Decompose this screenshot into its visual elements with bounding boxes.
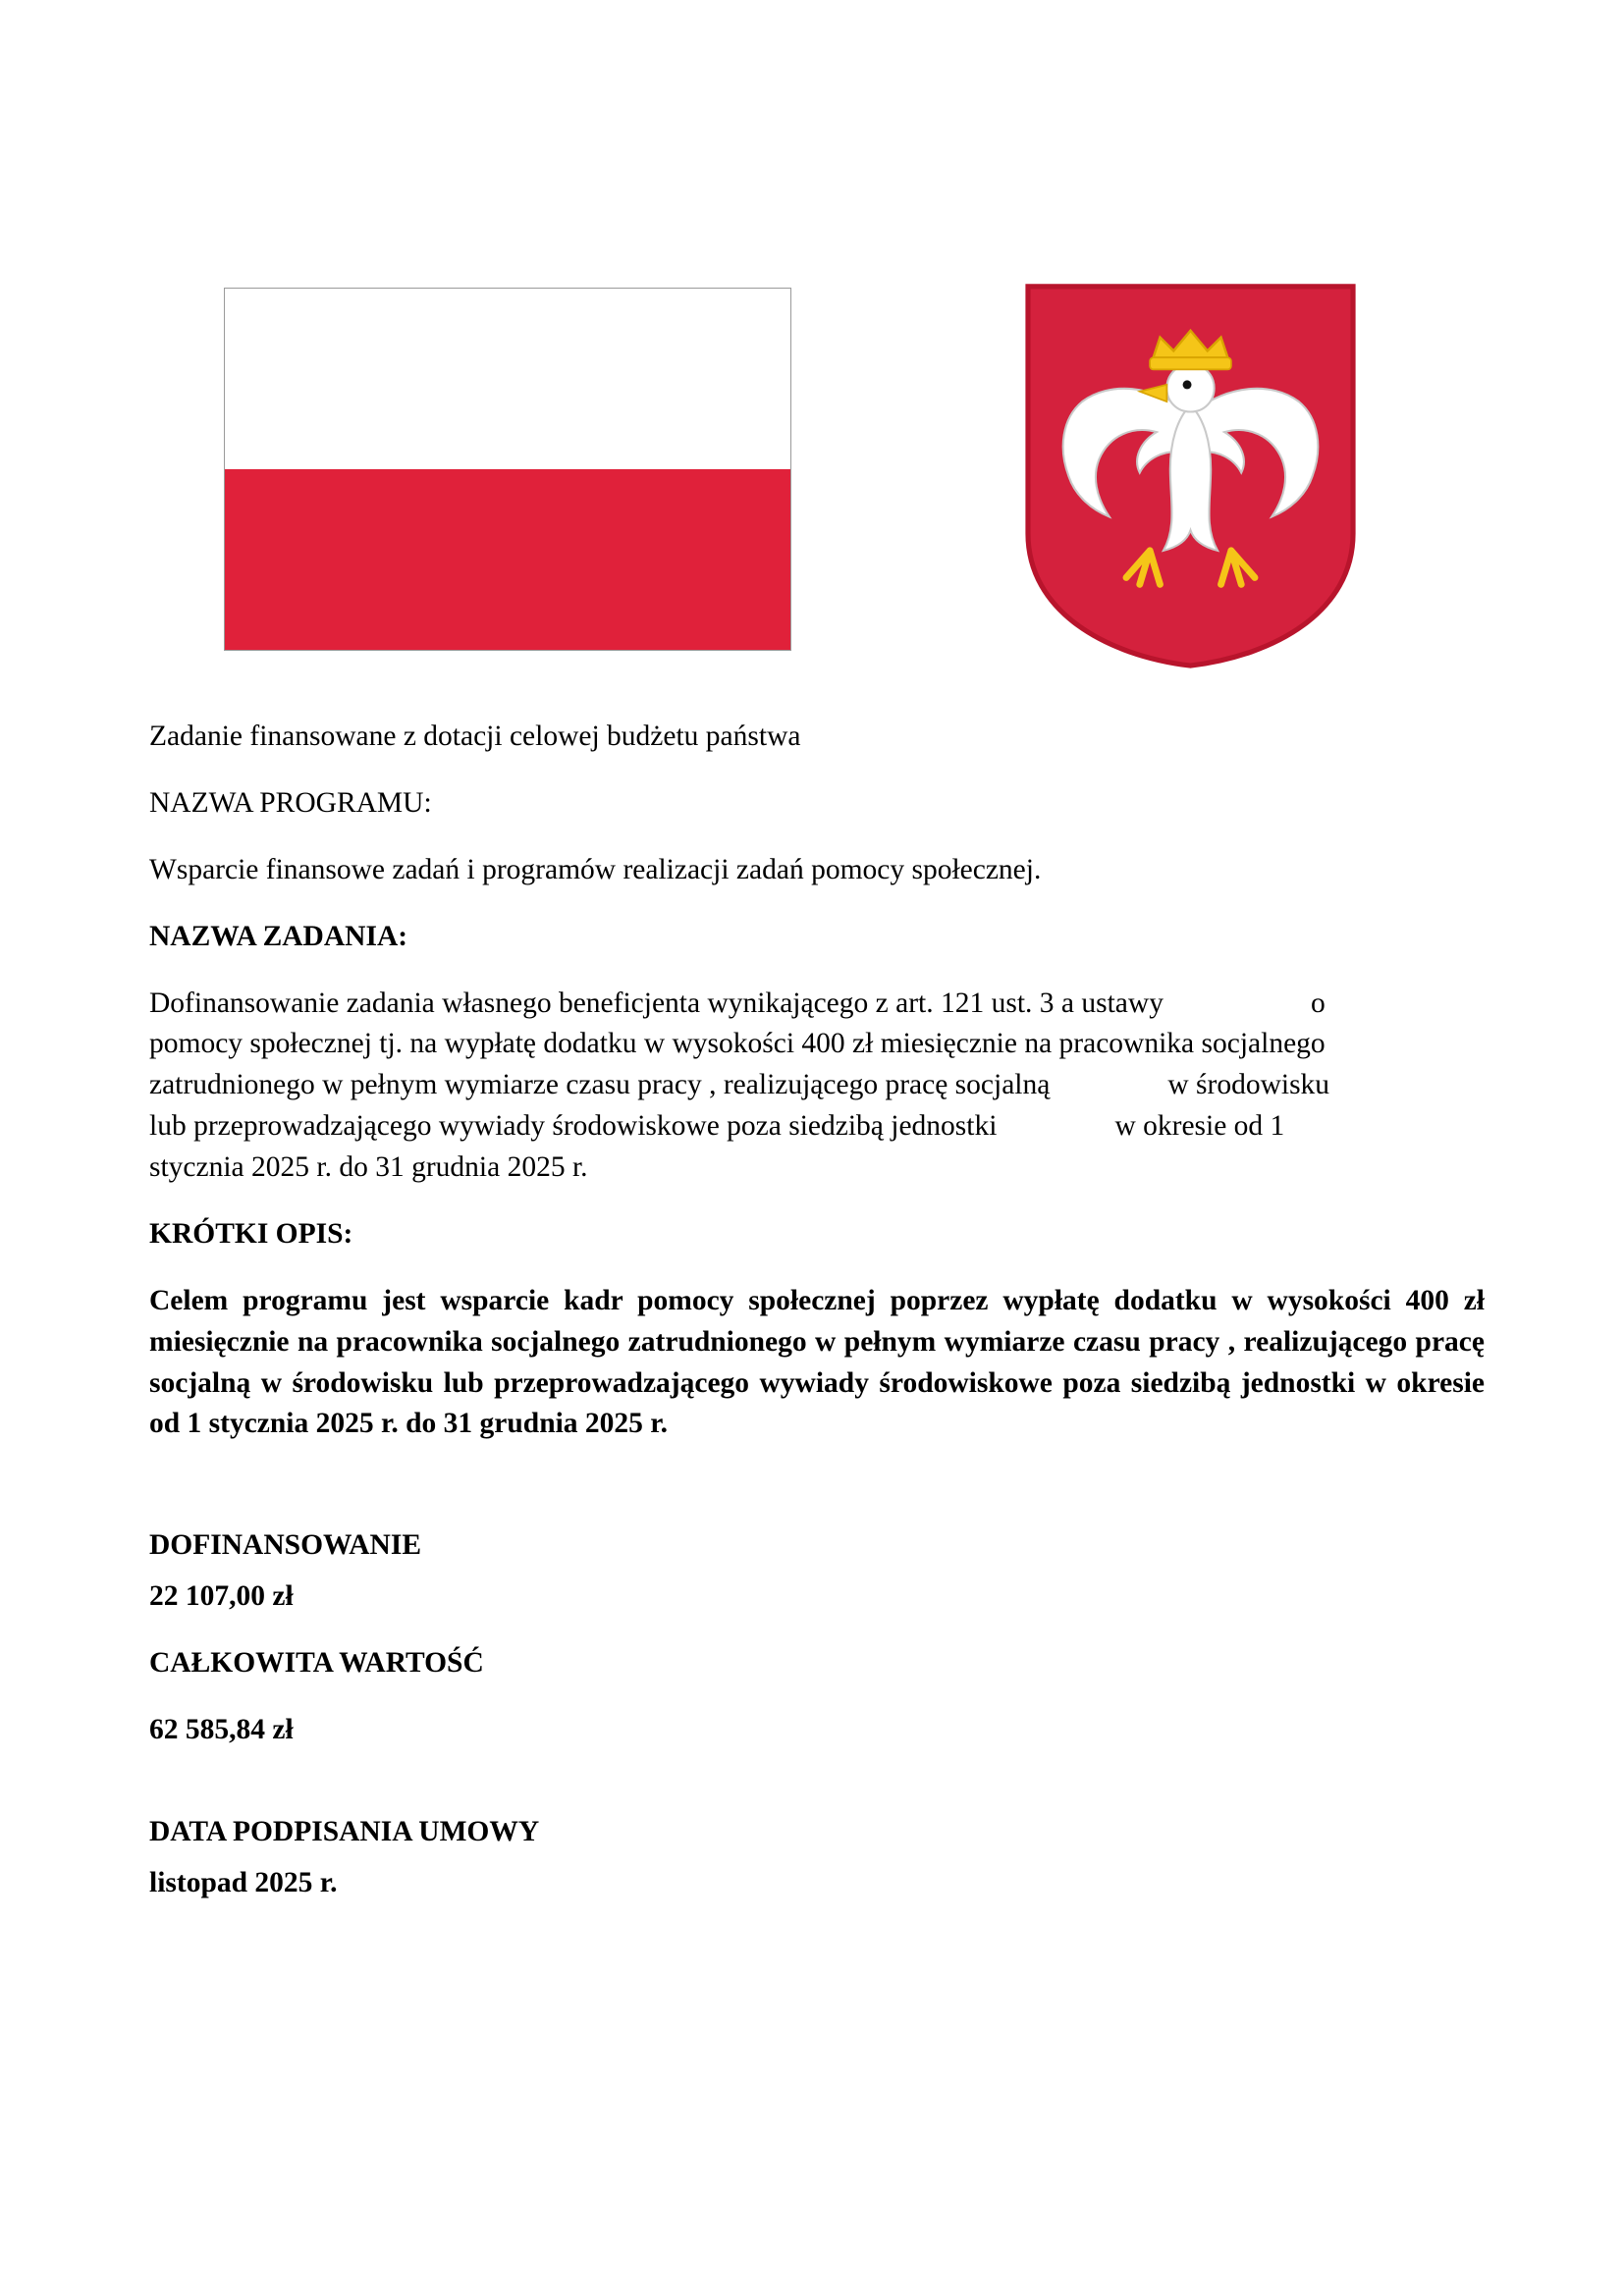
cofinancing-value: 22 107,00 zł — [149, 1580, 294, 1613]
emblem-row — [0, 280, 1624, 672]
task-line-1-text: Dofinansowanie zadania własnego beneficjenta wynikającego z art. 121 ust. 3 a ustawy — [149, 987, 1164, 1019]
task-line-5: stycznia 2025 r. do 31 grudnia 2025 r. — [149, 1151, 588, 1183]
flag-white-stripe — [225, 289, 790, 469]
polish-coat-of-arms — [1021, 280, 1360, 672]
total-value-label: CAŁKOWITA WARTOŚĆ — [149, 1647, 484, 1679]
funding-note: Zadanie finansowane z dotacji celowej budżetu państwa — [149, 721, 801, 752]
spacer-before-agreement — [149, 1777, 1485, 1812]
program-text: Wsparcie finansowe zadań i programów realizacji zadań pomocy społecznej. — [149, 853, 1042, 885]
program-heading: NAZWA PROGRAMU: — [149, 786, 432, 819]
agreement-date-label: DATA PODPISANIA UMOWY — [149, 1815, 540, 1847]
spacer-before-financing — [149, 1470, 1485, 1525]
task-line-3-tail: w środowisku — [1167, 1069, 1330, 1101]
short-description-text: Celem programu jest wsparcie kadr pomocy społecznej poprzez wypłatę dodatku w wysokości 400 zł miesięcznie na pracownika socjalnego zatrudnionego w pełnym wymiarze czasu pracy , realizującego pracę socjalną w środowisku lub przeprowadzającego wywiady środowiskowe poza siedzibą jednostki w okresie od 1 stycznia 2025 r. do 31 grudnia 2025 r. — [149, 1284, 1485, 1440]
task-line-4-text: lub przeprowadzającego wywiady środowiskowe poza siedzibą jednostki — [149, 1110, 998, 1143]
task-line-3-text: zatrudnionego w pełnym wymiarze czasu pracy , realizującego pracę socjalną — [149, 1069, 1051, 1101]
short-description-heading: KRÓTKI OPIS: — [149, 1217, 353, 1250]
task-heading: NAZWA ZADANIA: — [149, 920, 408, 952]
document-content — [149, 717, 1485, 1930]
flag-red-stripe — [225, 469, 790, 650]
task-line-4 — [149, 1106, 1485, 1148]
task-description — [149, 984, 1485, 1189]
task-line-4-tail: w okresie od 1 — [1114, 1110, 1285, 1143]
task-line-1 — [149, 984, 1485, 1025]
task-line-2: pomocy społecznej tj. na wypłatę dodatku w wysokości 400 zł miesięcznie na pracownika socjalnego — [149, 1028, 1326, 1060]
polish-flag — [224, 288, 791, 651]
task-line-3 — [149, 1065, 1485, 1106]
agreement-date-value: listopad 2025 r. — [149, 1866, 338, 1898]
task-line-1-tail: o — [1310, 987, 1326, 1019]
total-value-amount: 62 585,84 zł — [149, 1713, 294, 1745]
cofinancing-label: DOFINANSOWANIE — [149, 1529, 422, 1562]
